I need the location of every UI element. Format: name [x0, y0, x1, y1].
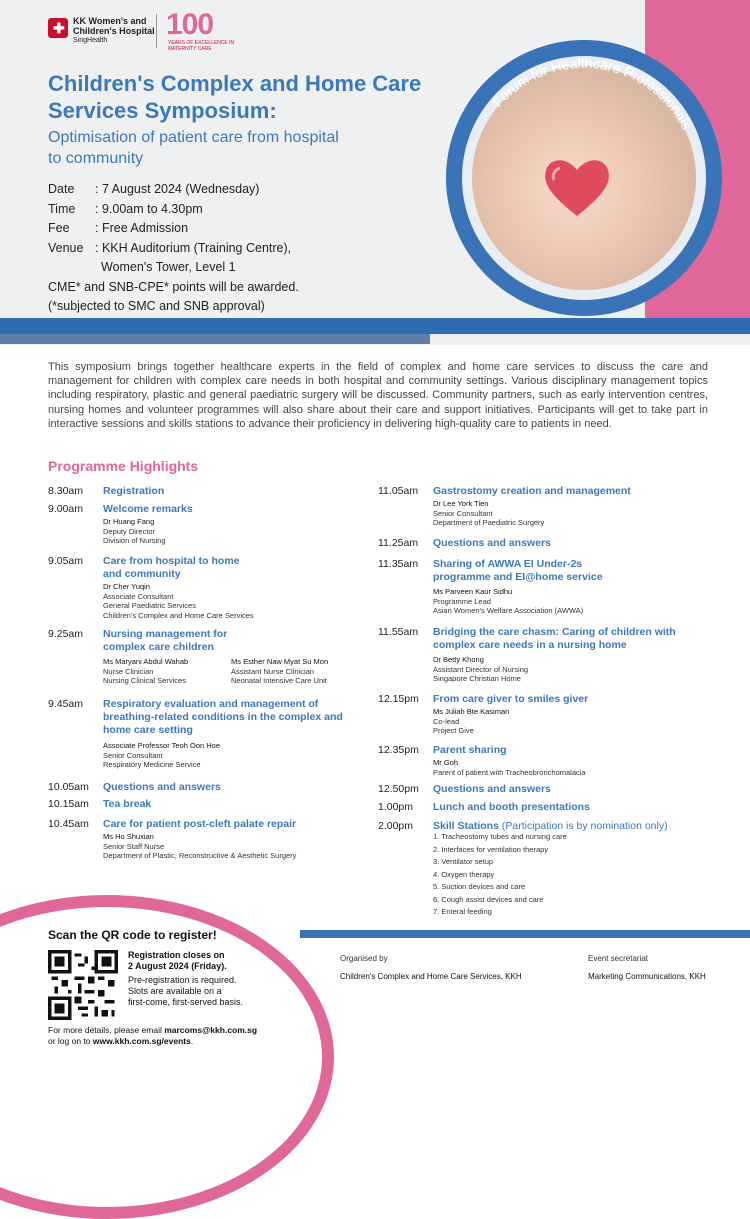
list-item: 4. Oxygen therapy	[433, 869, 495, 879]
list-item: 5. Suction devices and care	[433, 882, 526, 891]
speaker-block	[103, 657, 188, 686]
speaker-role: Assistant Nurse Clinician	[231, 666, 314, 676]
anniversary-tagline: YEARS OF EXCELLENCE IN MATERNITY CARE	[168, 40, 235, 52]
item-title: Care from hospital to home and community	[103, 555, 240, 580]
approval-note: (*subjected to SMC and SNB approval)	[48, 299, 265, 313]
item-time: 8.30am	[48, 485, 84, 497]
logo-divider	[156, 14, 157, 48]
forum-badge-label: Forum for Healthcare Professionals	[489, 54, 695, 133]
speaker-block	[433, 758, 586, 777]
item-title: Respiratory evaluation and management of breathing-related conditions in the complex and home care setting	[103, 698, 343, 736]
item-time: 10.45am	[48, 818, 89, 830]
speaker-name: Ms Ho Shuxian	[103, 832, 154, 841]
pre-registration-note: Pre-registration is required.	[128, 975, 237, 985]
logo-line2: Children's Hospital	[73, 26, 155, 36]
speaker-name: Mr Goh	[433, 758, 459, 767]
time-label: Time	[48, 201, 76, 216]
registration-close-line2: 2 August 2024 (Friday).	[128, 961, 227, 971]
item-time: 9.45am	[48, 698, 84, 710]
speaker-dept: Department of Paediatric Surgery	[433, 518, 545, 527]
list-item: 2. Interfaces for ventilation therapy	[433, 844, 549, 854]
contact-text: For more details, please email	[48, 1025, 165, 1035]
speaker-block	[103, 517, 166, 546]
secretariat-value: Marketing Communications, KKH	[588, 972, 706, 981]
contact-text-2: or log on to	[48, 1036, 93, 1046]
forum-badge-text	[446, 40, 722, 316]
speaker-name: Ms Juliah Bte Kasiman	[433, 707, 510, 716]
item-title: Nursing management for complex care children	[103, 628, 228, 653]
item-title: Bridging the care chasm: Caring of children with complex care needs in a nursing home	[433, 626, 676, 651]
speaker-dept: Asian Women's Welfare Association (AWWA)	[433, 606, 584, 615]
organiser-block	[340, 953, 522, 983]
email-link[interactable]: marcoms@kkh.com.sg	[164, 1025, 258, 1035]
fee-value: : Free Admission	[95, 221, 189, 235]
list-item: 3. Ventilator setup	[433, 857, 494, 866]
item-title: Welcome remarks	[103, 503, 193, 515]
page-title: Children's Complex and Home Care Services Symposium:	[48, 71, 422, 123]
venue-value: : KKH Auditorium (Training Centre),	[95, 240, 292, 255]
item-time: 9.05am	[48, 555, 84, 567]
speaker-block	[433, 499, 544, 528]
speaker-block	[103, 741, 220, 770]
speaker-role: Nurse Clinician	[103, 666, 154, 676]
speaker-role: Senior Staff Nurse	[103, 841, 165, 851]
item-time: 1.00pm	[378, 801, 414, 813]
speaker-name: Ms Esther Naw Myat Su Mon	[231, 657, 329, 666]
item-time: 11.35am	[378, 558, 419, 570]
speaker-block	[433, 707, 509, 736]
speaker-role: Assistant Director of Nursing	[433, 664, 529, 674]
item-title: From care giver to smiles giver	[433, 693, 589, 705]
website-link[interactable]: www.kkh.com.sg/events	[92, 1036, 191, 1046]
singhealth-label: SingHealth	[73, 37, 108, 44]
item-title: Questions and answers	[103, 781, 221, 793]
item-time: 9.00am	[48, 503, 84, 515]
speaker-role: Co-lead	[433, 716, 460, 726]
logo-line1: KK Women's and	[73, 16, 147, 26]
registration-block	[48, 928, 298, 1046]
item-time: 11.55am	[378, 626, 419, 638]
footer-blue-bar	[300, 930, 750, 938]
intro-paragraph: This symposium brings together healthcare experts in the field of complex and home care services to discuss the care and management for children with complex care needs in both hospital and community settings. Various disciplinary management topics including respiratory, plastic and general paediatric surgery will be discussed. Community partners, such as early intervention centres, nursing homes and volunteer programmes will also share about their care and support initiatives. Participants will get to take part in interactive sessions and skills stations to advance their proficiency in delivering high-quality care to patients in need.	[48, 361, 708, 430]
item-title: Parent sharing	[433, 744, 507, 756]
list-item: 7. Enteral feeding	[433, 907, 492, 916]
venue-label: Venue	[48, 240, 84, 255]
time-value: : 9.00am to 4.30pm	[95, 201, 203, 216]
pink-arc-decoration	[0, 895, 334, 1219]
item-title: Lunch and booth presentations	[433, 801, 590, 813]
speaker-name: Dr Cher Yuqin	[103, 582, 150, 591]
cme-note: CME* and SNB-CPE* points will be awarded.	[48, 279, 299, 294]
programme-heading: Programme Highlights	[48, 458, 199, 474]
list-item: 1. Tracheostomy tubes and nursing care	[433, 832, 567, 841]
item-note: (Participation is by nomination only)	[501, 820, 668, 832]
speaker-name: Ms Maryani Abdul Wahab	[103, 657, 189, 666]
speaker-name: Dr Betty Khong	[433, 655, 484, 664]
item-time: 12.50pm	[378, 783, 419, 795]
slots-note-1: Slots are available on a	[128, 986, 222, 996]
speaker-role: Associate Consultant	[103, 591, 174, 601]
header-blue-bar-2	[0, 334, 430, 344]
registration-close-line1: Registration closes on	[128, 950, 225, 960]
skills-list	[433, 831, 567, 919]
speaker-block	[103, 832, 296, 861]
date-label: Date	[48, 182, 75, 196]
item-time: 10.05am	[48, 781, 89, 793]
item-title: Sharing of AWWA EI Under-2s programme and EI@home service	[433, 558, 603, 583]
speaker-name: Dr Lee York Tien	[433, 499, 489, 508]
header-banner	[0, 0, 750, 345]
item-title: Registration	[103, 485, 165, 497]
speaker-role: Deputy Director	[103, 526, 156, 536]
venue-value-2: Women's Tower, Level 1	[101, 260, 236, 274]
item-time: 12.35pm	[378, 744, 419, 756]
page-subtitle: Optimisation of patient care from hospital to community	[48, 129, 339, 167]
fee-label: Fee	[48, 221, 70, 235]
speaker-name: Ms Parveen Kaur Sidhu	[433, 587, 513, 596]
scan-heading: Scan the QR code to register!	[48, 928, 217, 942]
item-time: 11.05am	[378, 485, 419, 497]
item-time: 11.25am	[378, 537, 419, 549]
speaker-role: Senior Consultant	[433, 508, 493, 518]
qr-code-icon[interactable]	[48, 950, 118, 1020]
item-title: Tea break	[103, 798, 152, 810]
speaker-dept: Project Give	[433, 726, 474, 735]
speaker-name: Associate Professor Teoh Oon Hoe	[103, 741, 221, 750]
speaker-role: Parent of patient with Tracheobronchomalacia	[433, 767, 586, 777]
item-time: 12.15pm	[378, 693, 419, 705]
speaker-dept: Singapore Christian Home	[433, 674, 521, 683]
item-title: Care for patient post-cleft palate repair	[103, 818, 297, 830]
slots-note-2: first-come, first-served basis.	[128, 997, 244, 1007]
speaker-role: Senior Consultant	[103, 750, 163, 760]
item-title: Skill Stations	[433, 820, 499, 832]
cross-icon: ✚	[53, 20, 65, 36]
registration-info	[128, 950, 268, 1008]
speaker-dept-2: Children's Complex and Home Care Services	[103, 610, 254, 620]
speaker-name: Dr Huang Fang	[103, 517, 155, 526]
speaker-block	[103, 582, 254, 620]
speaker-dept: Neonatal Intensive Care Unit	[231, 676, 327, 685]
organiser-label: Organised by	[340, 954, 388, 963]
contact-info	[48, 1025, 308, 1047]
event-details	[48, 180, 299, 317]
speaker-dept: Division of Nursing	[103, 536, 166, 545]
item-title: Questions and answers	[433, 537, 551, 549]
speaker-dept: Department of Plastic, Reconstructive & Aesthetic Surgery	[103, 851, 297, 860]
speaker-block-2	[231, 657, 328, 686]
header-blue-bar	[0, 318, 750, 334]
speaker-block	[433, 655, 528, 684]
date-value: : 7 August 2024 (Wednesday)	[95, 182, 260, 196]
item-time: 2.00pm	[378, 820, 414, 832]
item-time: 10.15am	[48, 798, 89, 810]
item-title: Questions and answers	[433, 783, 551, 795]
contact-period: .	[190, 1036, 194, 1046]
item-time: 9.25am	[48, 628, 84, 640]
speaker-block	[433, 587, 583, 616]
svg-text:Forum for Healthcare Professio	[489, 55, 694, 132]
anniversary-logo: 100	[166, 8, 214, 41]
speaker-role: Programme Lead	[433, 596, 491, 606]
secretariat-label: Event secretariat	[588, 954, 649, 963]
hospital-logo-text	[73, 16, 155, 36]
speaker-dept: Nursing Clinical Services	[103, 676, 186, 685]
speaker-dept: Respiratory Medicine Service	[103, 760, 201, 769]
speaker-dept: General Paediatric Services	[103, 601, 196, 610]
secretariat-block	[588, 953, 706, 983]
list-item: 6. Cough assist devices and care	[433, 894, 544, 904]
organiser-value: Children's Complex and Home Care Services, KKH	[340, 972, 522, 981]
item-title: Gastrostomy creation and management	[433, 485, 631, 497]
